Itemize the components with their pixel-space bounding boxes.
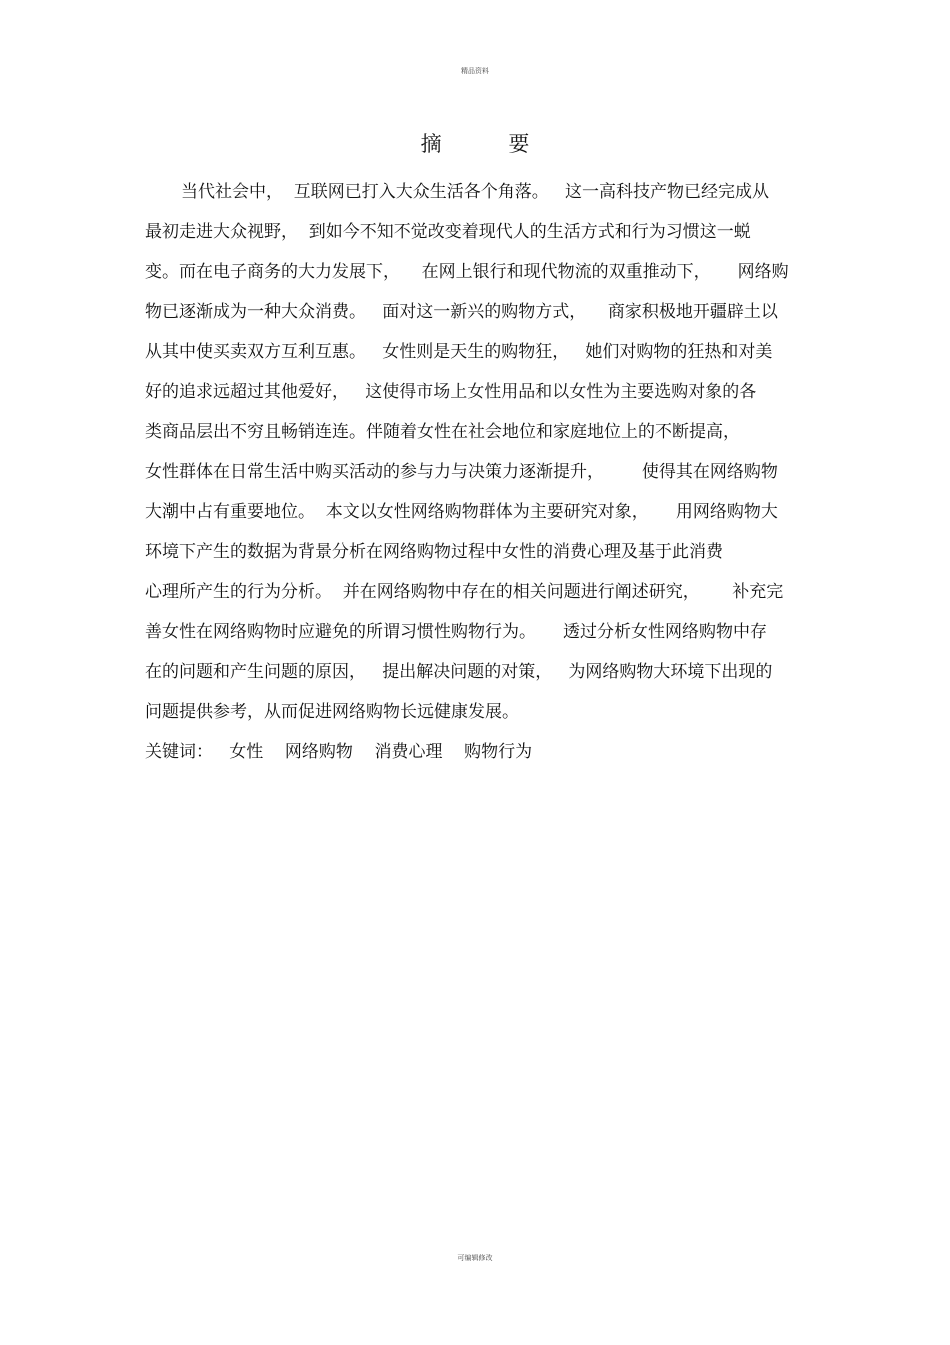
- abstract-line: 心理所产生的行为分析。 并在网络购物中存在的相关问题进行阐述研究， 补充完: [145, 582, 784, 602]
- abstract-line: 问题提供参考，从而促进网络购物长远健康发展。: [145, 702, 519, 722]
- abstract-line: 好的追求远超过其他爱好， 这使得市场上女性用品和以女性为主要选购对象的各: [145, 382, 757, 402]
- abstract-line: 环境下产生的数据为背景分析在网络购物过程中女性的消费心理及基于此消费: [145, 542, 723, 562]
- keyword: 购物行为: [464, 742, 533, 762]
- abstract-line: 当代社会中， 互联网已打入大众生活各个角落。 这一高科技产物已经完成从: [181, 182, 770, 202]
- page-header: 精品资料: [461, 67, 489, 75]
- abstract-line: 类商品层出不穷且畅销连连。伴随着女性在社会地位和家庭地位上的不断提高，: [145, 422, 740, 442]
- abstract-line: 善女性在网络购物时应避免的所谓习惯性购物行为。 透过分析女性网络购物中存: [145, 622, 768, 642]
- abstract-body: [145, 180, 810, 770]
- abstract-line: 物已逐渐成为一种大众消费。 面对这一新兴的购物方式， 商家积极地开疆辟土以: [145, 302, 778, 322]
- abstract-line: 女性群体在日常生活中购买活动的参与力与决策力逐渐提升， 使得其在网络购物: [145, 462, 778, 482]
- keywords-label: 关键词：: [145, 742, 213, 762]
- keyword: 消费心理: [374, 742, 443, 762]
- page-footer: 可编辑修改: [457, 1254, 493, 1262]
- abstract-line: 从其中使买卖双方互利互惠。 女性则是天生的购物狂， 她们对购物的狂热和对美: [145, 342, 773, 362]
- abstract-line: 变。而在电子商务的大力发展下， 在网上银行和现代物流的双重推动下， 网络购: [145, 262, 789, 282]
- page-title: 摘 要: [420, 132, 560, 156]
- keywords-line: [145, 740, 810, 770]
- keyword: 女性: [229, 742, 264, 762]
- keyword: 网络购物: [284, 742, 353, 762]
- abstract-line: 大潮中占有重要地位。 本文以女性网络购物群体为主要研究对象， 用网络购物大: [145, 502, 778, 522]
- abstract-line: 最初走进大众视野， 到如今不知不觉改变着现代人的生活方式和行为习惯这一蜕: [145, 222, 751, 242]
- abstract-line: 在的问题和产生问题的原因， 提出解决问题的对策， 为网络购物大环境下出现的: [145, 662, 773, 682]
